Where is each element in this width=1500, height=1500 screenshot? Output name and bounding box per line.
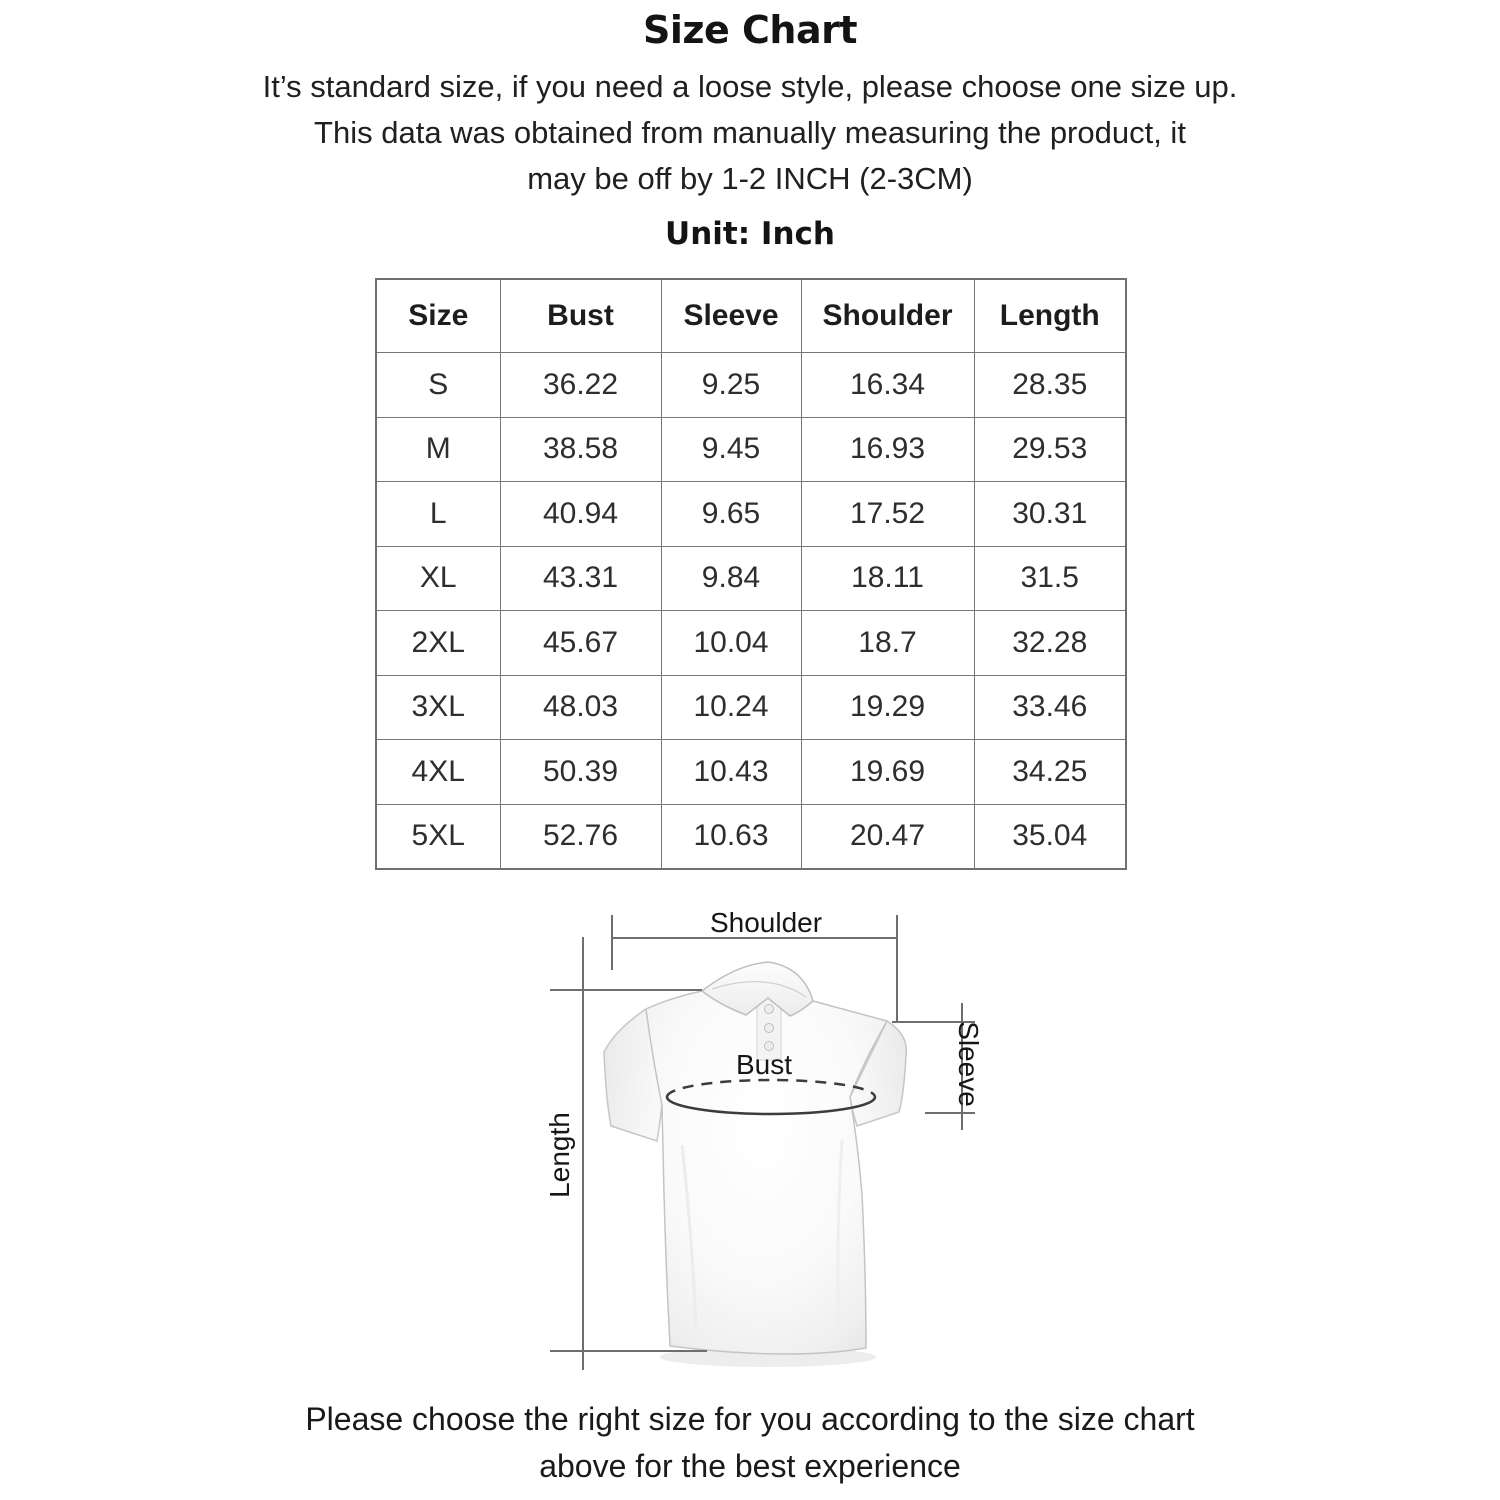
page-title: Size Chart [642, 8, 857, 52]
measurement-cell: 19.69 [801, 740, 974, 805]
measurement-cell: 35.04 [974, 804, 1126, 869]
measurement-cell: 17.52 [801, 482, 974, 547]
size-table-header-cell: Shoulder [801, 279, 974, 353]
table-row [376, 482, 1126, 547]
size-table-header-cell: Bust [500, 279, 661, 353]
measurement-cell: 9.65 [661, 482, 801, 547]
size-table [375, 278, 1127, 870]
size-note-line: It’s standard size, if you need a loose style, please choose one size up. [262, 69, 1238, 104]
measurement-cell: 34.25 [974, 740, 1126, 805]
size-cell: 4XL [376, 740, 500, 805]
table-row [376, 611, 1126, 676]
measurement-cell: 18.11 [801, 546, 974, 611]
size-cell: M [376, 417, 500, 482]
measurement-cell: 33.46 [974, 675, 1126, 740]
measurement-cell: 10.24 [661, 675, 801, 740]
unit-label: Unit: Inch [665, 216, 835, 252]
size-table-header-row [376, 279, 1126, 353]
measurement-cell: 52.76 [500, 804, 661, 869]
measurement-cell: 43.31 [500, 546, 661, 611]
table-row [376, 675, 1126, 740]
size-note [0, 64, 1500, 202]
table-row [376, 353, 1126, 418]
polo-button [765, 1024, 774, 1033]
size-note-line: may be off by 1-2 INCH (2-3CM) [527, 161, 973, 196]
measurement-cell: 36.22 [500, 353, 661, 418]
measurement-cell: 38.58 [500, 417, 661, 482]
measurement-cell: 48.03 [500, 675, 661, 740]
size-cell: 2XL [376, 611, 500, 676]
size-cell: XL [376, 546, 500, 611]
measurement-cell: 30.31 [974, 482, 1126, 547]
measurement-cell: 32.28 [974, 611, 1126, 676]
size-table-body [376, 353, 1126, 870]
measurement-cell: 20.47 [801, 804, 974, 869]
bust-measure-label: Bust [735, 1049, 793, 1080]
size-table-header-cell: Sleeve [661, 279, 801, 353]
size-cell: L [376, 482, 500, 547]
table-row [376, 740, 1126, 805]
measurement-cell: 9.84 [661, 546, 801, 611]
footer-note-line: above for the best experience [539, 1448, 961, 1484]
measurement-cell: 18.7 [801, 611, 974, 676]
measurement-cell: 10.63 [661, 804, 801, 869]
measurement-cell: 31.5 [974, 546, 1126, 611]
measurement-cell: 16.93 [801, 417, 974, 482]
measurement-cell: 40.94 [500, 482, 661, 547]
length-measure-label: Length [544, 1112, 575, 1198]
measurement-cell: 10.43 [661, 740, 801, 805]
size-cell: S [376, 353, 500, 418]
footer-note [0, 1396, 1500, 1490]
measurement-cell: 28.35 [974, 353, 1126, 418]
measurement-cell: 50.39 [500, 740, 661, 805]
measurement-cell: 45.67 [500, 611, 661, 676]
measurement-cell: 9.45 [661, 417, 801, 482]
measurement-cell: 19.29 [801, 675, 974, 740]
sleeve-measure-label: Sleeve [953, 1021, 984, 1107]
table-row [376, 546, 1126, 611]
size-cell: 3XL [376, 675, 500, 740]
size-table-header-cell: Length [974, 279, 1126, 353]
measurement-cell: 10.04 [661, 611, 801, 676]
shoulder-measure-label: Shoulder [709, 907, 823, 938]
size-table-header-cell: Size [376, 279, 500, 353]
footer-note-line: Please choose the right size for you according to the size chart [305, 1401, 1195, 1437]
table-row [376, 417, 1126, 482]
measurement-cell: 29.53 [974, 417, 1126, 482]
polo-button [765, 1005, 774, 1014]
shirt-measurement-diagram [500, 895, 1060, 1405]
measurement-cell: 16.34 [801, 353, 974, 418]
size-cell: 5XL [376, 804, 500, 869]
size-note-line: This data was obtained from manually measuring the product, it [314, 115, 1186, 150]
table-row [376, 804, 1126, 869]
measurement-cell: 9.25 [661, 353, 801, 418]
